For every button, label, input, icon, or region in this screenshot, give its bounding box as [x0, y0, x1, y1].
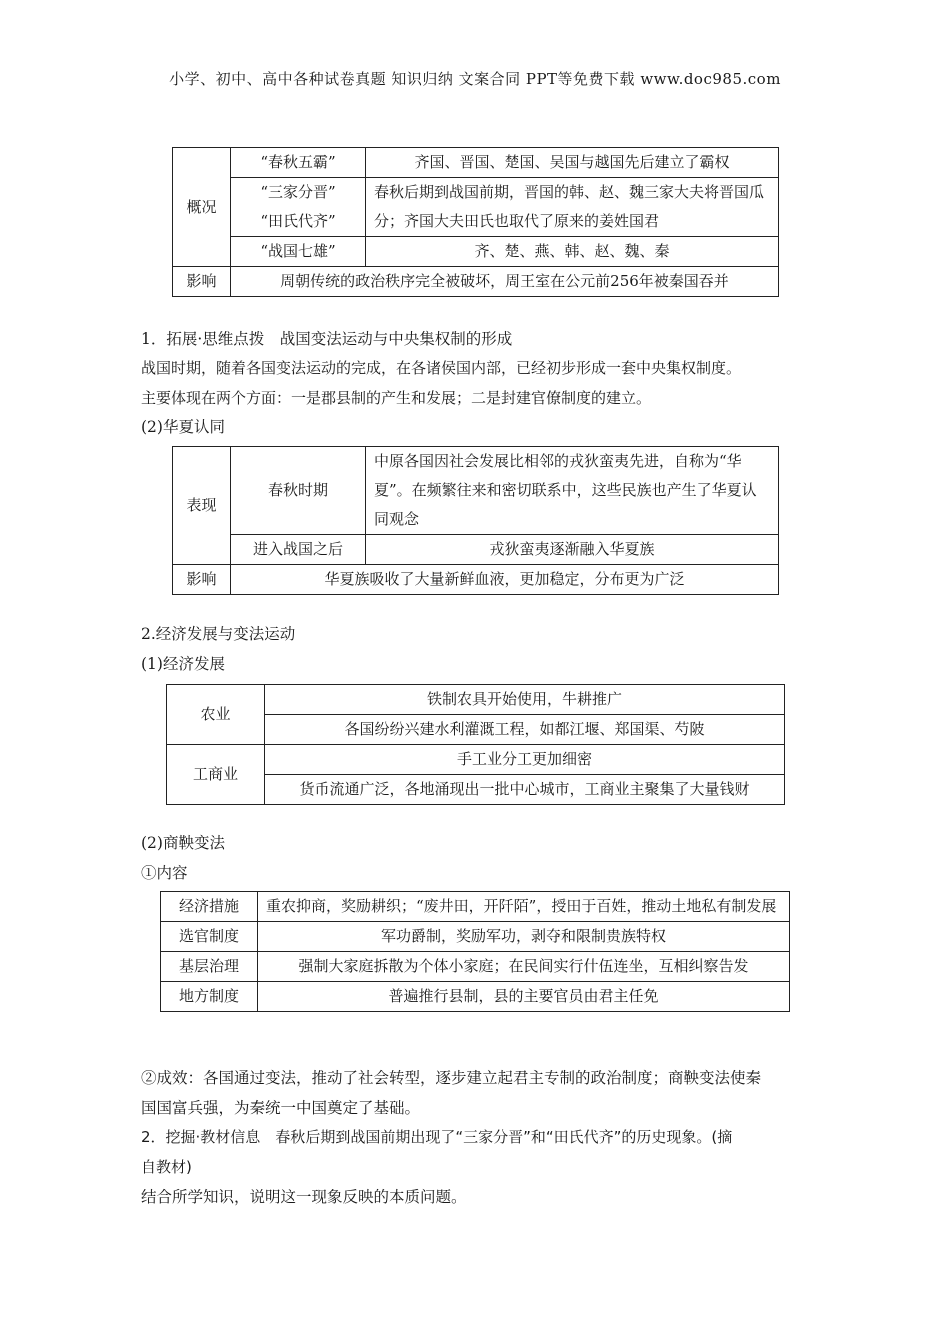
impact-label: 影响: [173, 565, 231, 595]
economy-table: [166, 684, 785, 805]
reform-table: [160, 891, 790, 1012]
section-title: 1．拓展·思维点拨 战国变法运动与中央集权制的形成: [141, 330, 513, 348]
reform-label: 选官制度: [161, 922, 258, 952]
huaxia-value: 戎狄蛮夷逐渐融入华夏族: [366, 535, 779, 565]
overview-value: 齐国、晋国、楚国、吴国与越国先后建立了霸权: [366, 148, 779, 178]
reform-value: 强制大家庭拆散为个体小家庭；在民间实行什伍连坐，互相纠察告发: [258, 952, 790, 982]
reform-label: 经济措施: [161, 892, 258, 922]
section-text: 主要体现在两个方面：一是郡县制的产生和发展；二是封建官僚制度的建立。: [141, 389, 652, 407]
economy-label: 农业: [167, 685, 265, 745]
huaxia-value: 中原各国因社会发展比相邻的戎狄蛮夷先进，自称为“华夏”。在频繁往来和密切联系中，这些民族也产生了华夏认同观念: [366, 447, 779, 535]
economy-value: 铁制农具开始使用，牛耕推广: [265, 685, 785, 715]
overview-row-header: 概况: [173, 148, 231, 267]
huaxia-row-header: 表现: [173, 447, 231, 565]
economy-value: 货币流通广泛，各地涌现出一批中心城市，工商业主聚集了大量钱财: [265, 775, 785, 805]
section-text: 战国时期，随着各国变法运动的完成，在各诸侯国内部，已经初步形成一套中央集权制度。: [141, 359, 742, 377]
overview-value: 齐、楚、燕、韩、赵、魏、秦: [366, 237, 779, 267]
overview-table: [172, 147, 779, 297]
huaxia-label: 春秋时期: [231, 447, 366, 535]
impact-label: 影响: [173, 267, 231, 297]
section-title: 2.经济发展与变法运动: [141, 625, 296, 643]
economy-value: 手工业分工更加细密: [265, 745, 785, 775]
reform-value: 普遍推行县制，县的主要官员由君主任免: [258, 982, 790, 1012]
overview-label-line: “田氏代齐”: [260, 212, 336, 230]
overview-label: “战国七雄”: [231, 237, 366, 267]
section-text: 自教材): [141, 1158, 192, 1176]
question-text: 结合所学知识，说明这一现象反映的本质问题。: [141, 1188, 467, 1206]
overview-label: “春秋五霸”: [231, 148, 366, 178]
reform-value: 军功爵制，奖励军功，剥夺和限制贵族特权: [258, 922, 790, 952]
overview-label-line: “三家分晋”: [260, 183, 336, 201]
subsection-title: (2)华夏认同: [141, 418, 225, 436]
subsection-title: (2)商鞅变法: [141, 834, 225, 852]
result-text: ②成效：各国通过变法，推动了社会转型，逐步建立起君主专制的政治制度；商鞅变法使秦: [141, 1069, 762, 1087]
huaxia-label: 进入战国之后: [231, 535, 366, 565]
section-text: 2．挖掘·教材信息 春秋后期到战国前期出现了“三家分晋”和“田氏代齐”的历史现象。(摘: [141, 1128, 733, 1146]
page-header: 小学、初中、高中各种试卷真题 知识归纳 文案合同 PPT等免费下载 www.doc985.com: [169, 70, 781, 88]
impact-value: 华夏族吸收了大量新鲜血液，更加稳定，分布更为广泛: [231, 565, 779, 595]
impact-value: 周朝传统的政治秩序完全被破坏，周王室在公元前256年被秦国吞并: [231, 267, 779, 297]
subsection-subtitle: ①内容: [141, 864, 188, 882]
reform-label: 基层治理: [161, 952, 258, 982]
subsection-title: (1)经济发展: [141, 655, 225, 673]
economy-value: 各国纷纷兴建水利灌溉工程，如都江堰、郑国渠、芍陂: [265, 715, 785, 745]
overview-label: [231, 178, 366, 237]
overview-value: 春秋后期到战国前期，晋国的韩、赵、魏三家大夫将晋国瓜分；齐国大夫田氏也取代了原来的姜姓国君: [366, 178, 779, 237]
huaxia-table: [172, 446, 779, 595]
reform-value: 重农抑商，奖励耕织；“废井田，开阡陌”，授田于百姓，推动土地私有制发展: [258, 892, 790, 922]
economy-label: 工商业: [167, 745, 265, 805]
reform-label: 地方制度: [161, 982, 258, 1012]
result-text: 国国富兵强，为秦统一中国奠定了基础。: [141, 1099, 421, 1117]
